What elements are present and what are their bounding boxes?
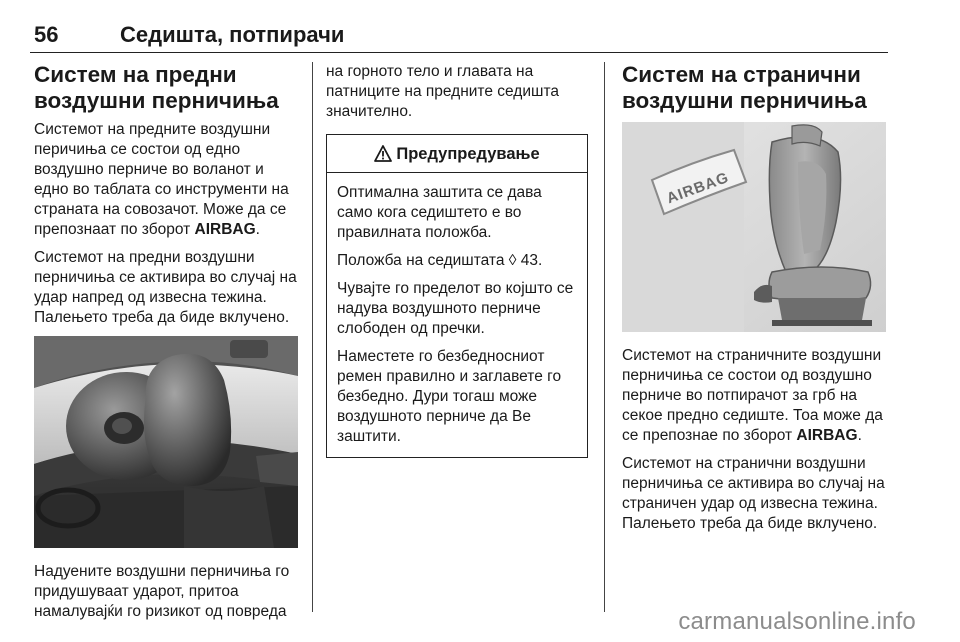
watermark: carmanualsonline.info (678, 608, 916, 635)
side-airbag-seat-illustration (622, 122, 886, 332)
paragraph: Системот на предните воздушни перичиња се состои од едно воздушно перниче во воланот и едно во таблата со инструменти на страната на совозачот. Може да се препознаат по зборот AIRBAG. (34, 121, 289, 238)
paragraph-continued: на горното тело и главата на патниците на предните седишта значително. (326, 63, 559, 120)
section-heading-side-airbags: Систем на странични воздушни перничиња (622, 62, 867, 113)
front-airbags-illustration (34, 336, 298, 548)
paragraph: Надуените воздушни перничиња го придушуваат ударот, притоа намалувајќи го ризикот од повреда (34, 563, 290, 620)
warning-paragraph: Чувајте го пределот во којшто се надува воздушното перниче слободен од пречки. (337, 280, 574, 337)
warning-title: Предупредување (396, 145, 540, 163)
column-3 (622, 62, 888, 542)
warning-paragraph: Наместете го безбедносниот ремен правилно и заглавете го безбедно. Дури тогаш може воздушното перниче да Ве заштити. (337, 348, 562, 445)
page-number: 56 (34, 22, 59, 47)
warning-header (327, 135, 587, 173)
warning-triangle-icon (374, 145, 392, 162)
warning-body (327, 173, 587, 457)
warning-box (326, 134, 588, 458)
warning-paragraph: Положба на седиштата ◊ 43. (337, 252, 543, 269)
warning-paragraph: Оптимална заштита се дава само кога седиштето е во правилната положба. (337, 184, 542, 241)
paragraph: Системот на предни воздушни перничиња се активира во случај на удар напред од извесна тежина. Палењето треба да биде вклучено. (34, 249, 297, 326)
airbag-keyword: AIRBAG (194, 221, 256, 238)
airbag-keyword: AIRBAG (796, 427, 858, 444)
page-header (30, 14, 888, 53)
paragraph: Системот на странични воздушни перничиња се активира во случај на страничен удар од извесна тежина. Палењето треба да биде вклучено. (622, 455, 885, 532)
column-divider (312, 62, 313, 612)
column-2 (326, 62, 588, 458)
section-heading-front-airbags: Систем на предни воздушни перничиња (34, 62, 279, 113)
airbag-label-text: AIRBAG (664, 168, 732, 208)
paragraph: Системот на страничните воздушни перничиња се состои од воздушно перниче во потпирачот за грб на секое предно седиште. Тоа може да се препознае по зборот AIRBAG. (622, 347, 883, 444)
running-title: Седишта, потпирачи (120, 22, 345, 47)
column-divider (604, 62, 605, 612)
column-1 (34, 62, 300, 630)
